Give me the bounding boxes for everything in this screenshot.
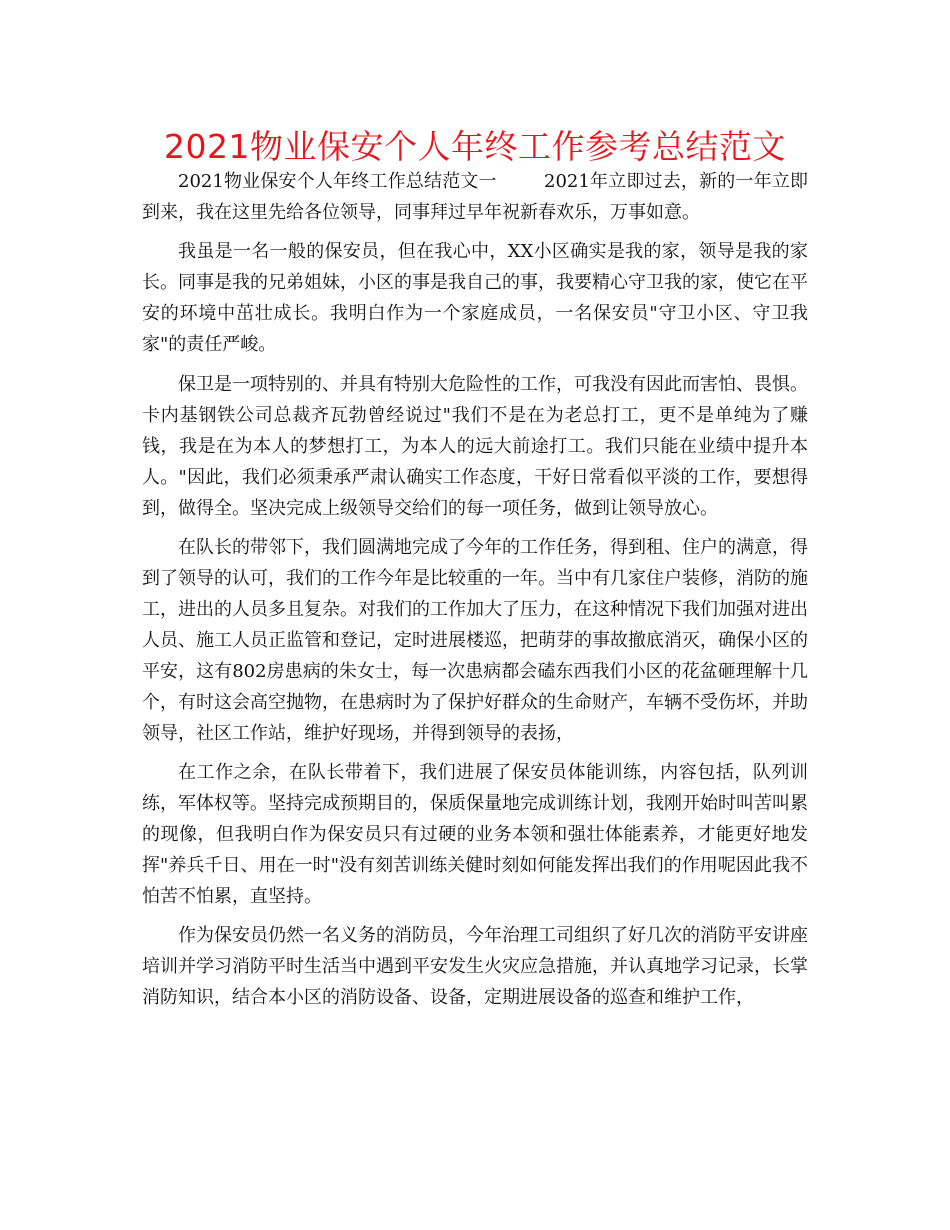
document-title: 2021物业保安个人年终工作参考总结范文 bbox=[164, 127, 786, 166]
document-body bbox=[142, 166, 808, 1022]
paragraph-4: 在队长的带邻下，我们圆满地完成了今年的工作任务，得到租、住户的满意，得到了领导的认可，我们的工作今年是比较重的一年。当中有几家住户装修，消防的施工，进出的人员多且复杂。对我们的工作加大了压力，在这种情况下我们加强对进出人员、施工人员正监管和登记，定时进展楼巡，把萌芽的事故撤底消灭，确保小区的平安，这有802房患病的朱女士，每一次患病都会磕东西我们小区的花盆砸理解十几个，有时这会高空抛物，在患病时为了保护好群众的生命财产，车辆不受伤坏，并助领导，社区工作站，维护好现场，并得到领导的表扬， bbox=[142, 536, 808, 744]
paragraph-5: 在工作之余，在队长带着下，我们进展了保安员体能训练，内容包括，队列训练，军体权等。坚持完成预期目的，保质保量地完成训练计划，我刚开始时叫苦叫累的现像，但我明白作为保安员只有过硬的业务本领和强壮体能素养，才能更好地发挥"养兵千日、用在一时"没有刻苦训练关健时刻如何能发挥出我们的作用呢因此我不怕苦不怕累，直坚持。 bbox=[142, 762, 808, 908]
paragraph-2: 我虽是一名一般的保安员，但在我心中，XX小区确实是我的家，领导是我的家长。同事是我的兄弟姐妹，小区的事是我自己的事，我要精心守卫我的家，使它在平安的环境中茁壮成长。我明白作为一个家庭成员，一名保安员"守卫小区、守卫我家"的责任严峻。 bbox=[142, 241, 808, 356]
paragraph-1: 2021物业保安个人年终工作总结范文一 2021年立即过去，新的一年立即到来，我在这里先给各位领导，同事拜过早年祝新春欢乐，万事如意。 bbox=[142, 171, 808, 223]
paragraph-3: 保卫是一项特别的、并具有特别大危险性的工作，可我没有因此而害怕、畏惧。卡内基钢铁公司总裁齐瓦勃曾经说过"我们不是在为老总打工，更不是单纯为了赚钱，我是在为本人的梦想打工，为本人的远大前途打工。我们只能在业绩中提升本人。"因此，我们必须秉承严肃认确实工作态度，干好日常看似平淡的工作，要想得到，做得全。坚决完成上级领导交给们的每一项任务，做到让领导放心。 bbox=[142, 373, 808, 519]
paragraph-6: 作为保安员仍然一名义务的消防员，今年治理工司组织了好几次的消防平安讲座培训并学习消防平时生活当中遇到平安发生火灾应急措施，并认真地学习记录，长掌消防知识，结合本小区的消防设备、设备，定期进展设备的巡查和维护工作， bbox=[142, 925, 808, 1009]
